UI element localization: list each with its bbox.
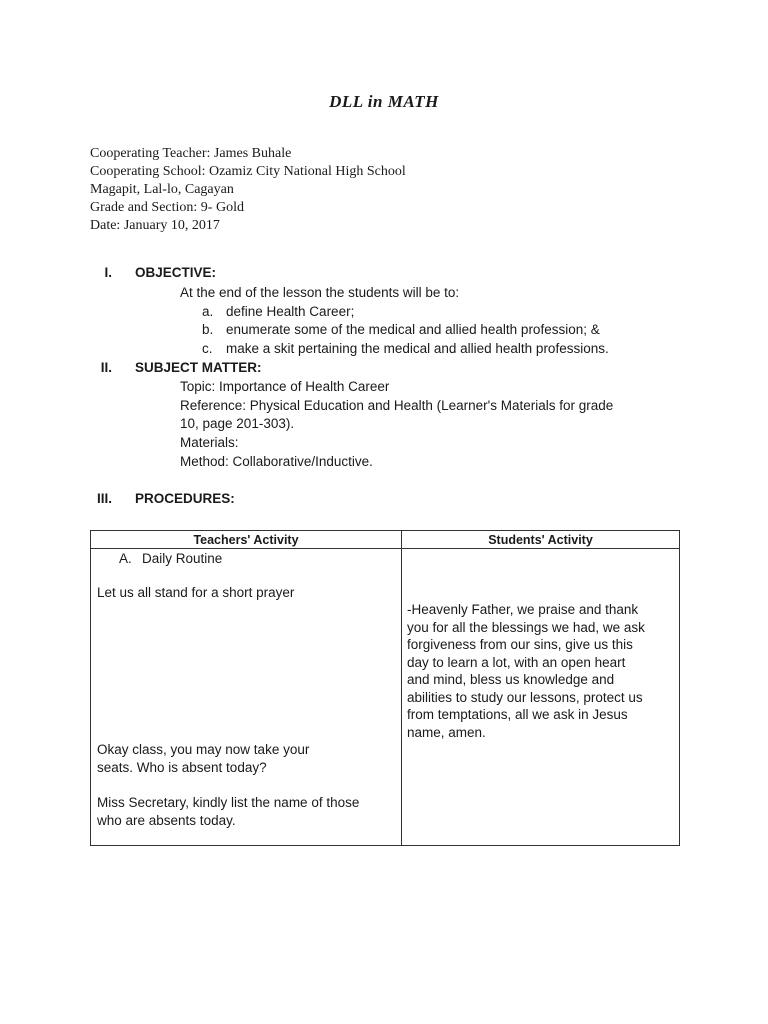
student-prayer-line: day to learn a lot, with an open heart: [407, 655, 626, 670]
objective-item-text: make a skit pertaining the medical and allied health professions.: [226, 341, 609, 356]
objective-heading: OBJECTIVE:: [135, 265, 217, 280]
daily-routine-marker: A.: [119, 551, 132, 566]
student-prayer-line: name, amen.: [407, 725, 486, 740]
student-prayer-line: and mind, bless us knowledge and: [407, 672, 615, 687]
objective-item-marker: b.: [202, 322, 214, 337]
procedures-heading: PROCEDURES:: [135, 491, 235, 506]
seats-instruction-line: seats. Who is absent today?: [97, 760, 267, 775]
teachers-activity-cell: [91, 549, 402, 846]
secretary-instruction-line: Miss Secretary, kindly list the name of those: [97, 795, 360, 810]
reference-line: Reference: Physical Education and Health (Learner's Materials for grade: [180, 398, 614, 413]
prayer-instruction: Let us all stand for a short prayer: [97, 585, 295, 600]
student-prayer-line: abilities to study our lessons, protect us: [407, 690, 643, 705]
page-title: DLL in MATH: [329, 92, 439, 111]
secretary-instruction-line: who are absents today.: [97, 813, 236, 828]
reference-line-continued: 10, page 201-303).: [180, 416, 295, 431]
subject-matter-heading: SUBJECT MATTER:: [135, 360, 262, 375]
students-activity-header: Students' Activity: [402, 531, 680, 549]
method-line: Method: Collaborative/Inductive.: [180, 454, 373, 469]
seats-instruction-line: Okay class, you may now take your: [97, 742, 310, 757]
student-prayer-line: -Heavenly Father, we praise and thank: [407, 602, 639, 617]
grade-section-line: Grade and Section: 9- Gold: [90, 200, 244, 215]
objective-item-marker: c.: [202, 341, 213, 356]
cooperating-teacher-line: Cooperating Teacher: James Buhale: [90, 146, 292, 161]
objective-item-text: enumerate some of the medical and allied health profession; &: [226, 322, 600, 337]
cooperating-school-line: Cooperating School: Ozamiz City National High School: [90, 164, 406, 179]
objective-item-text: define Health Career;: [226, 304, 355, 319]
subject-matter-numeral: II.: [100, 360, 112, 375]
topic-line: Topic: Importance of Health Career: [180, 379, 390, 394]
address-line: Magapit, Lal-lo, Cagayan: [90, 182, 234, 197]
teachers-activity-header: Teachers' Activity: [91, 531, 402, 549]
objective-item-marker: a.: [202, 304, 214, 319]
objective-intro: At the end of the lesson the students will be to:: [180, 285, 460, 300]
date-line: Date: January 10, 2017: [90, 218, 220, 233]
procedures-numeral: III.: [96, 491, 112, 506]
student-prayer-line: from temptations, all we ask in Jesus: [407, 707, 628, 722]
student-prayer-line: forgiveness from our sins, give us this: [407, 637, 633, 652]
students-activity-cell: [402, 549, 680, 846]
objective-numeral: I.: [104, 265, 112, 280]
materials-line: Materials:: [180, 435, 239, 450]
student-prayer-line: you for all the blessings we had, we ask: [407, 620, 645, 635]
daily-routine-label: Daily Routine: [142, 551, 223, 566]
procedures-table: [90, 530, 680, 846]
